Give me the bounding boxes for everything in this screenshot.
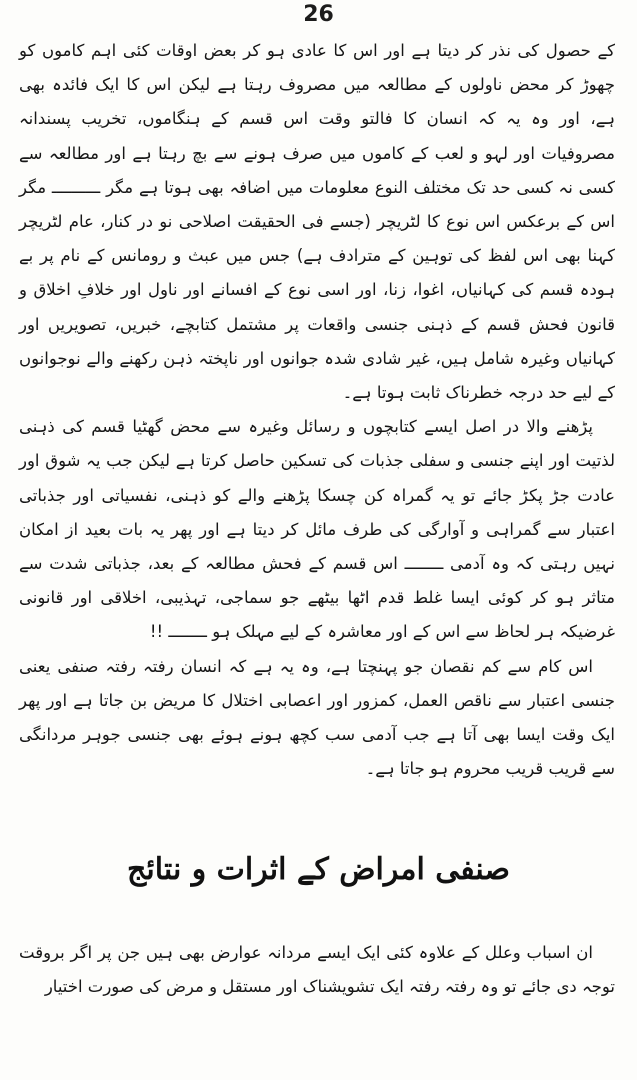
paragraph-4: ان اسباب وعلل کے علاوہ کئی ایک ایسے مردانہ عوارض بھی ہیں جن پر اگر بروقت توجہ دی جائے تو وہ رفتہ رفتہ ایک تشویشناک اور مستقل و مرض کی صورت اختیار [19, 943, 615, 996]
paragraph-1: کے حصول کی نذر کر دیتا ہے اور اس کا عادی ہو کر بعض اوقات کئی اہم کاموں کو چھوڑ کر محض ناولوں کے مطالعہ میں مصروف رہتا ہے لیکن اس کا ایک فائدہ بھی ہے، اور وہ یہ کہ انسان کا فالتو وقت اس قسم کے ہنگاموں، تخریب پسندانہ مصروفیات اور لہو و لعب کے کاموں میں صرف ہونے سے بچ رہتا ہے اور مطالعہ سے کسی نہ کسی حد تک مختلف النوع معلومات میں اضافہ بھی ہوتا ہے مگر ــــــــــ مگر اس کے برعکس اس نوع کا لٹریچر (جسے فی الحقیقت اصلاحی نو در کنار، عام لٹریچر کہنا بھی اس لفظ کی توہین کے مترادف ہے) جس میں عبث و رومانس کے نام پر بے ہودہ قسم کی کہانیاں، اغوا، زنا، اور اسی نوع کے افسانے اور ناول اور خلافِ اخلاق و قانون فحش قسم کے ذہنی جنسی واقعات پر مشتمل کتابچے، خبریں، تصویریں اور کہانیاں وغیرہ شامل ہیں، غیر شادی شدہ جوانوں اور ناپختہ ذہن رکھنے والے نوجوانوں کے لیے حد درجہ خطرناک ثابت ہوتا ہے۔ [19, 41, 615, 403]
section-heading: صنفی امراض کے اثرات و نتائج [127, 852, 510, 887]
paragraph-2: پڑھنے والا در اصل ایسے کتابچوں و رسائل وغیرہ سے محض گھٹیا قسم کی ذہنی لذتیت اور اپنے جنسی و سفلی جذبات کی تسکین حاصل کرتا ہے لیکن جب یہ شوق اور عادت جڑ پکڑ جائے تو یہ گمراہ کن چسکا پڑھنے والے کو ذہنی، نفسیاتی اور جذباتی اعتبار سے گمراہی و آوارگی کی طرف مائل کر دیتا ہے اور پھر یہ بات بعید از امکان نہیں رہتی کہ وہ آدمی ــــــــ اس قسم کے فحش مطالعہ کے بعد، جذباتی شدت سے متاثر ہو کر کوئی ایسا غلط قدم اٹھا بیٹھے جو سماجی، تہذیبی، اخلاقی اور قانونی غرضیکہ ہر لحاظ سے اس کے اور معاشرہ کے لیے مہلک ہو ــــــــ !! [19, 417, 615, 642]
body-text-bottom [19, 936, 615, 1004]
body-text-top [19, 34, 615, 786]
page-number: 26 [303, 2, 334, 27]
paragraph-3: اس کام سے کم نقصان جو پہنچتا ہے، وہ یہ ہے کہ انسان رفتہ رفتہ صنفی یعنی جنسی اعتبار سے ناقص العمل، کمزور اور اعصابی اختلال کا مریض بن جاتا ہے اور پھر ایک وقت ایسا بھی آتا ہے جب آدمی سب کچھ ہونے ہوئے بھی جنسی جوہر مردانگی سے قریب قریب محروم ہو جاتا ہے۔ [19, 656, 615, 779]
